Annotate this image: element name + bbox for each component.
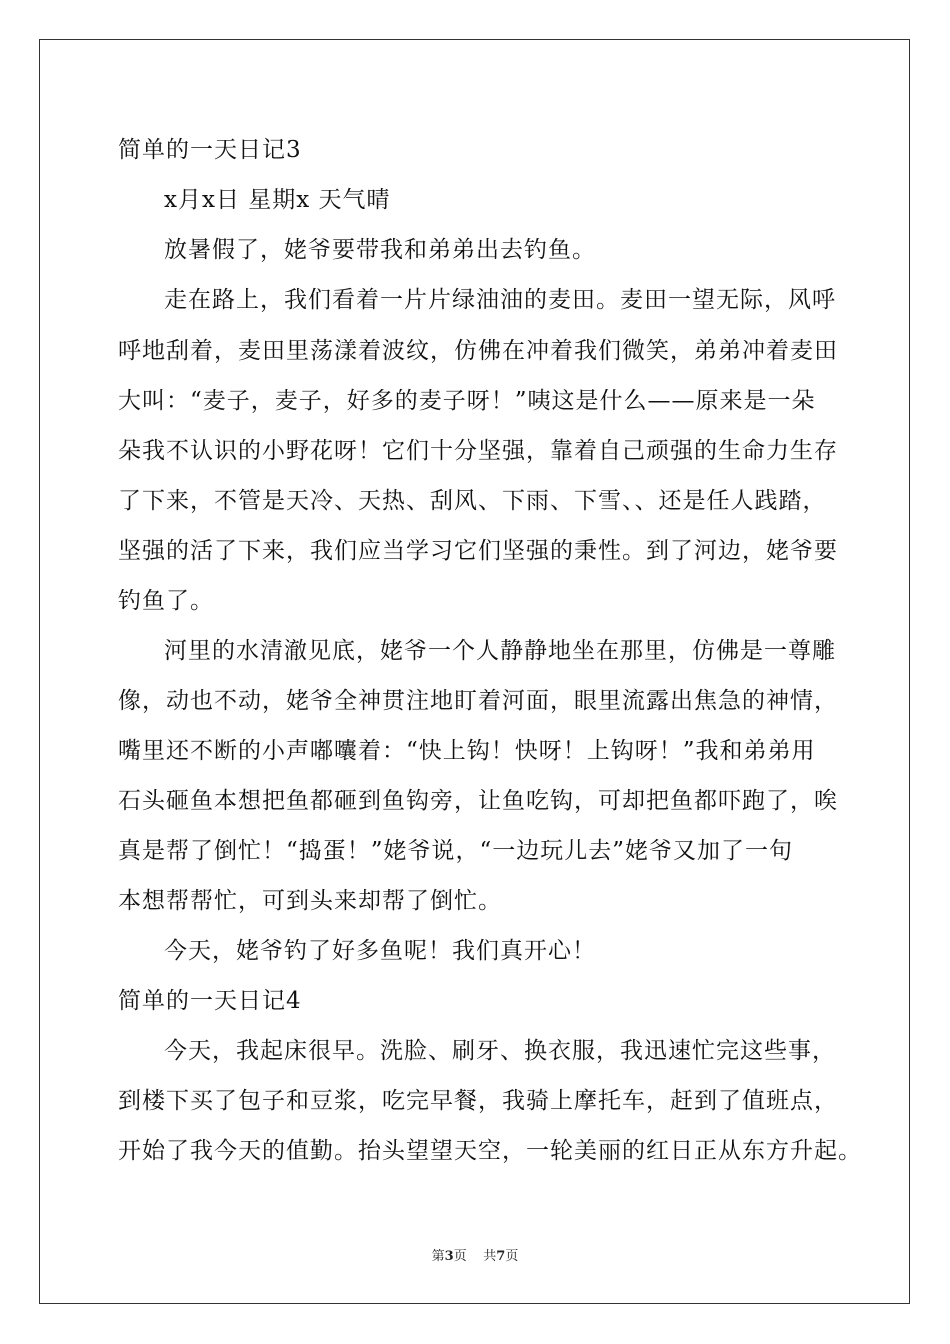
total-suffix: 页 [505,1249,519,1264]
paragraph-line: 本想帮帮忙，可到头来却帮了倒忙。 [118,888,502,914]
paragraph-line: 河里的水清澈见底，姥爷一个人静静地坐在那里，仿佛是一尊雕 [164,638,836,664]
page-suffix: 页 [453,1249,467,1264]
paragraph-line: 石头砸鱼本想把鱼都砸到鱼钩旁，让鱼吃钩，可却把鱼都吓跑了，唉 [118,788,838,814]
paragraph-line: 朵我不认识的小野花呀！它们十分坚强，靠着自己顽强的生命力生存 [118,438,838,464]
paragraph-line: 走在路上，我们看着一片片绿油油的麦田。麦田一望无际，风呼 [164,287,836,313]
total-pages: 7 [496,1249,506,1264]
paragraph-line: 坚强的活了下来，我们应当学习它们坚强的秉性。到了河边，姥爷要 [118,538,838,564]
paragraph-line: 了下来，不管是天冷、天热、刮风、下雨、下雪、、还是任人践踏， [118,488,827,514]
page-footer [0,1248,950,1266]
paragraph-line: 呼地刮着，麦田里荡漾着波纹，仿佛在冲着我们微笑，弟弟冲着麦田 [118,338,838,364]
paragraph-line: 开始了我今天的值勤。抬头望望天空，一轮美丽的红日正从东方升起。 [118,1138,862,1164]
paragraph-line: 钓鱼了。 [118,588,214,614]
paragraph-line: 今天，我起床很早。洗脸、刷牙、换衣服，我迅速忙完这些事， [164,1038,836,1064]
diary-date-line: x月x日 星期x 天气晴 [164,187,391,213]
paragraph-line: 大叫：“麦子，麦子，好多的麦子呀！”咦这是什么——原来是一朵 [118,388,816,414]
total-prefix: 共 [483,1249,497,1264]
section-title: 简单的一天日记4 [118,988,302,1014]
paragraph-line: 到楼下买了包子和豆浆，吃完早餐，我骑上摩托车，赶到了值班点， [118,1088,838,1114]
section-title: 简单的一天日记3 [118,137,302,163]
paragraph-line: 像，动也不动，姥爷全神贯注地盯着河面，眼里流露出焦急的神情， [118,688,838,714]
paragraph-line: 今天，姥爷钓了好多鱼呢！我们真开心！ [164,938,596,964]
page-prefix: 第 [431,1249,445,1264]
paragraph-line: 嘴里还不断的小声嘟囔着：“快上钩！快呀！上钩呀！”我和弟弟用 [118,738,816,764]
paragraph-line: 放暑假了，姥爷要带我和弟弟出去钓鱼。 [164,237,596,263]
paragraph-line: 真是帮了倒忙！“捣蛋！”姥爷说，“一边玩儿去”姥爷又加了一句 [118,838,794,864]
page-number: 3 [444,1249,454,1264]
